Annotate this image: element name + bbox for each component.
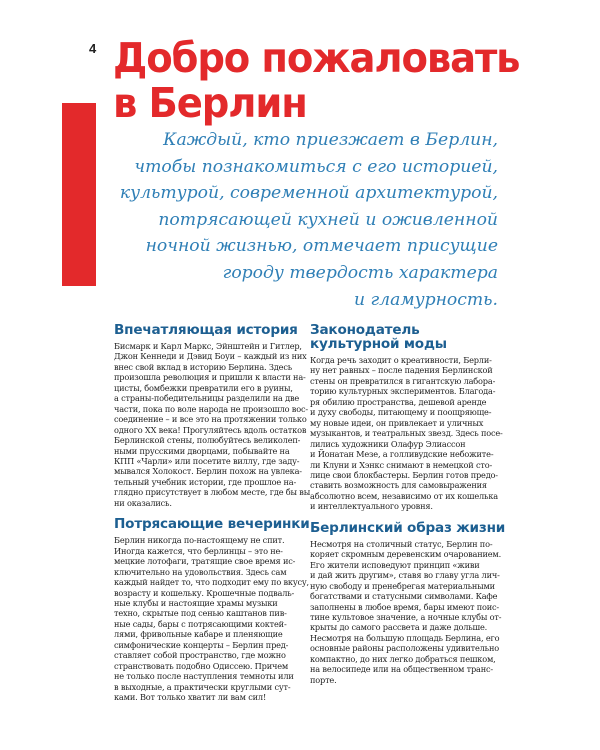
- body-line: симфонические концерты – Берлин пред-: [114, 639, 289, 650]
- body-line: порте.: [310, 674, 337, 685]
- body-line: тельный учебник истории, где прошлое на-: [114, 476, 297, 487]
- body-line: ными прусскими дворцами, побывайте на: [114, 445, 290, 456]
- body-line: Несмотря на столичный статус, Берлин по-: [310, 538, 493, 549]
- body-line: цисты, бомбежки превратили его в руины,: [114, 382, 293, 393]
- body-line: лице свои блокбастеры. Берлин готов предо-: [310, 469, 498, 480]
- article-section: [114, 322, 311, 508]
- body-line: ные сады, бары с потрясающими коктей-: [114, 618, 287, 629]
- body-line: ря обилию пространства, дешевой аренде: [310, 396, 487, 407]
- body-line: возрасту и кошельку. Крошечные подваль-: [114, 587, 295, 598]
- body-line: лились художники Олафур Элиассон: [310, 438, 466, 449]
- body-line: торию культурных экспериментов. Благода-: [310, 386, 496, 397]
- section-body: [114, 341, 311, 508]
- section-body: [114, 535, 309, 703]
- body-line: мецкие лотофаги, тратящие свое время ис-: [114, 556, 296, 567]
- body-line: абсолютно всем, независимо от их кошелька: [310, 490, 498, 501]
- body-line: и духу свободы, питающему и поощряюще-: [310, 407, 492, 418]
- body-line: му новые идеи, он привлекает и уличных: [310, 417, 484, 428]
- body-line: ставляет собой пространство, где можно: [114, 650, 286, 661]
- body-line: ную свободу и пренебрегая материальными: [310, 580, 495, 591]
- page-title: [113, 36, 519, 126]
- body-line: стены он превратился в гигантскую лабора-: [310, 375, 496, 386]
- section-heading-line: культурной моды: [310, 336, 447, 352]
- body-line: и Йонатан Мезе, а голливудские небожите-: [310, 449, 494, 460]
- body-line: ну нет равных – после падения Берлинской: [310, 365, 493, 376]
- body-line: Джон Кеннеди и Дэвид Боуи – каждый из них: [114, 351, 307, 362]
- body-line: техно, скрытые под сенью каштанов пив-: [114, 608, 287, 619]
- body-line: Несмотря на большую площадь Берлина, его: [310, 632, 500, 643]
- body-line: глядно присутствует в любом месте, где бы вы: [114, 487, 311, 498]
- body-line: тине культовое значение, а ночные клубы от-: [310, 611, 502, 622]
- section-heading: [114, 516, 310, 533]
- body-line: а страны-победительницы разделили на две: [114, 393, 300, 404]
- right-column: [310, 322, 506, 685]
- body-line: крыты до самого рассвета и даже дольше.: [310, 622, 488, 633]
- article-section: [114, 516, 310, 703]
- section-body: [310, 355, 503, 512]
- body-line: странствовать подобно Одиссею. Причем: [114, 660, 289, 671]
- body-line: и интеллектуального уровня.: [310, 501, 433, 512]
- body-line: ные клубы и настоящие храмы музыки: [114, 597, 278, 608]
- body-line: заполнены в любое время, бары имеют поис-: [310, 601, 500, 612]
- intro-line: ночной жизнью, отмечает присущие: [145, 236, 498, 257]
- intro-line: Каждый, кто приезжает в Берлин,: [163, 130, 498, 150]
- intro-quote: [118, 127, 498, 313]
- body-line: ставить возможность для самовыражения: [310, 480, 487, 491]
- body-line: в выходные, а практически круглыми сут-: [114, 681, 291, 692]
- intro-line: городу твердость характера: [222, 262, 498, 283]
- body-line: не только после наступления темноты или: [114, 671, 294, 682]
- body-line: Берлинской стены, полюбуйтесь великолеп-: [114, 435, 301, 446]
- body-line: Берлин никогда по-настоящему не спит.: [114, 535, 285, 546]
- article-section: [310, 322, 503, 512]
- body-line: лями, фривольные кабаре и пленяющие: [114, 629, 283, 640]
- body-line: каждый найдет то, что подходит ему по вкусу,: [114, 577, 309, 588]
- body-line: ни оказались.: [114, 497, 172, 508]
- left-column: [114, 322, 311, 703]
- body-line: музыкантов, и театральных звезд. Здесь посе-: [310, 428, 503, 439]
- body-line: Бисмарк и Карл Маркс, Эйнштейн и Гитлер,: [114, 341, 302, 351]
- section-heading-line: Законодатель: [310, 322, 420, 338]
- title-line: в Берлин: [113, 79, 307, 127]
- body-line: внес свой вклад в историю Берлина. Здесь: [114, 361, 293, 372]
- body-line: соединение – и все это на протяжении только: [114, 414, 307, 425]
- body-line: ключительно на удовольствия. Здесь сам: [114, 566, 287, 577]
- body-line: Иногда кажется, что берлинцы – это не-: [114, 545, 283, 556]
- body-line: одного XX века! Прогуляйтесь вдоль остатков: [114, 424, 307, 435]
- body-line: мывался Холокост. Берлин похож на увлека-: [114, 466, 302, 477]
- section-body: [310, 538, 502, 685]
- intro-line: культурой, современной архитектурой,: [119, 183, 498, 204]
- section-heading: [310, 323, 496, 351]
- body-line: Когда речь заходит о креативности, Берли-: [310, 355, 492, 365]
- body-line: КПП «Чарли» или посетите виллу, где заду-: [114, 455, 300, 466]
- intro-line: потрясающей кухней и оживленной: [158, 209, 498, 230]
- chapter-tab-marker: [62, 103, 96, 286]
- body-line: ками. Вот только хватит ли вам сил!: [114, 692, 267, 703]
- body-line: части, пока по воле народа не произошло вос-: [114, 403, 308, 414]
- section-heading: [114, 323, 300, 337]
- body-line: богатствами и статусными символами. Кафе: [310, 591, 498, 602]
- body-line: основные районы расположены удивительно: [310, 643, 499, 654]
- body-line: коряет скромным деревенским очарованием.: [310, 549, 502, 560]
- intro-line: чтобы познакомиться с его историей,: [134, 156, 498, 177]
- body-line: ли Клуни и Хэнкс снимают в немецкой сто-: [310, 459, 493, 470]
- intro-line: и гламурность.: [353, 289, 498, 310]
- body-line: компактно, до них легко добраться пешком,: [310, 653, 496, 664]
- section-heading-line: Берлинский образ жизни: [310, 519, 506, 536]
- page-number: 4: [89, 41, 97, 56]
- section-heading-line: Впечатляющая история: [114, 322, 298, 338]
- body-line: Его жители исповедуют принцип «живи: [310, 559, 480, 570]
- body-line: произошла революция и пришли к власти на-: [114, 372, 306, 383]
- article-section: [310, 519, 506, 685]
- body-line: и дай жить другим», ставя во главу угла лич-: [310, 570, 500, 581]
- section-heading-line: Потрясающие вечеринки: [114, 516, 310, 533]
- section-heading: [310, 519, 506, 536]
- title-line: Добро пожаловать: [113, 34, 520, 82]
- body-line: на велосипеде или на общественном транс-: [310, 664, 493, 675]
